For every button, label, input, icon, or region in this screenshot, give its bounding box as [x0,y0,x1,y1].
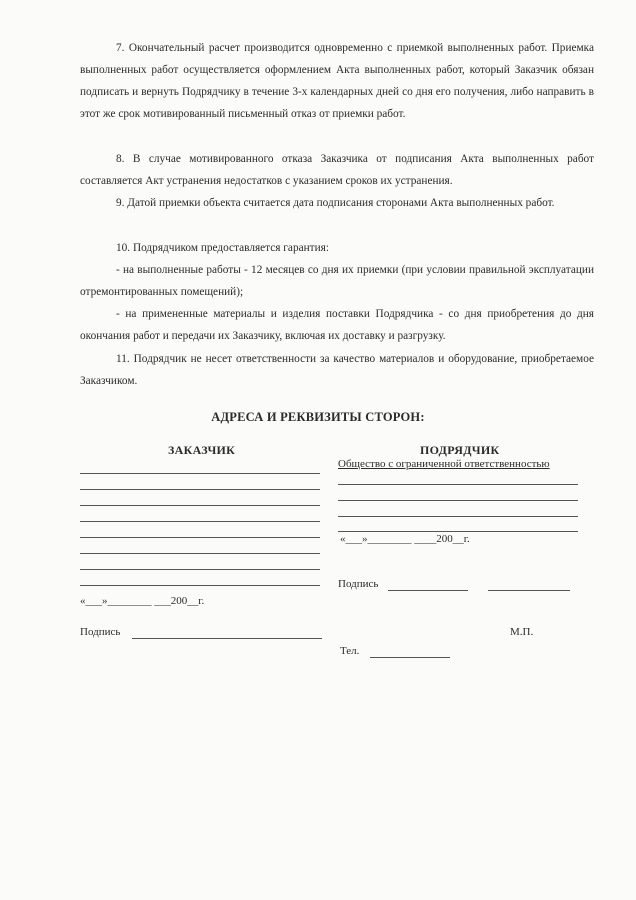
customer-field-line [80,505,320,506]
customer-signature-label: Подпись [80,626,121,638]
contractor-date: «___»________ ____200__г. [340,533,470,545]
customer-field-line [80,585,320,586]
contractor-signature-label: Подпись [338,578,379,590]
phone-line [370,657,450,658]
customer-field-line [80,489,320,490]
contractor-org-name: Общество с ограниченной ответственностью [338,458,550,470]
contractor-field-line [338,531,578,532]
customer-signature-line [132,638,322,639]
contractor-field-line [338,500,578,501]
clause-10: 10. Подрядчиком предоставляется гарантия: [116,242,329,254]
contractor-name-line [488,590,570,591]
clause-10-works: - на выполненные работы - 12 месяцев со дня их приемки (при условии правильной эксплуатации отремонтированных помещений); [80,264,594,298]
contractor-field-line [338,484,578,485]
contractor-title: ПОДРЯДЧИК [420,443,500,457]
customer-date: «___»________ ___200__г. [80,595,205,607]
customer-field-line [80,569,320,570]
phone-label: Тел. [340,645,360,657]
requisites-heading: АДРЕСА И РЕКВИЗИТЫ СТОРОН: [211,410,425,424]
customer-field-line [80,473,320,474]
customer-field-line [80,537,320,538]
clause-7: 7. Окончательный расчет производится одновременно с приемкой выполненных работ. Приемка выполненных работ осуществляется оформлением Акта выполненных работ, который Заказчик обязан подписать и вернуть Подрядчику в течение 3-х календарных дней со дня его получения, либо направить в этот же срок мотивированный письменный отказ от приемки работ. [80,42,594,120]
customer-title: ЗАКАЗЧИК [168,443,236,457]
clause-8: 8. В случае мотивированного отказа Заказчика от подписания Акта выполненных работ составляется Акт устранения недостатков с указанием сроков их устранения. [80,153,594,187]
contractor-signature-line [388,590,468,591]
customer-field-line [80,553,320,554]
customer-field-line [80,521,320,522]
clause-9: 9. Датой приемки объекта считается дата подписания сторонами Акта выполненных работ. [116,197,555,209]
clause-10-materials: - на примененные материалы и изделия поставки Подрядчика - со дня приобретения до дня окончания работ и передачи их Заказчику, включая их доставку и разгрузку. [80,308,594,342]
contractor-field-line [338,516,578,517]
stamp-label: М.П. [510,626,534,638]
clause-11: 11. Подрядчик не несет ответственности за качество материалов и оборудование, приобретаемое Заказчиком. [80,353,594,387]
